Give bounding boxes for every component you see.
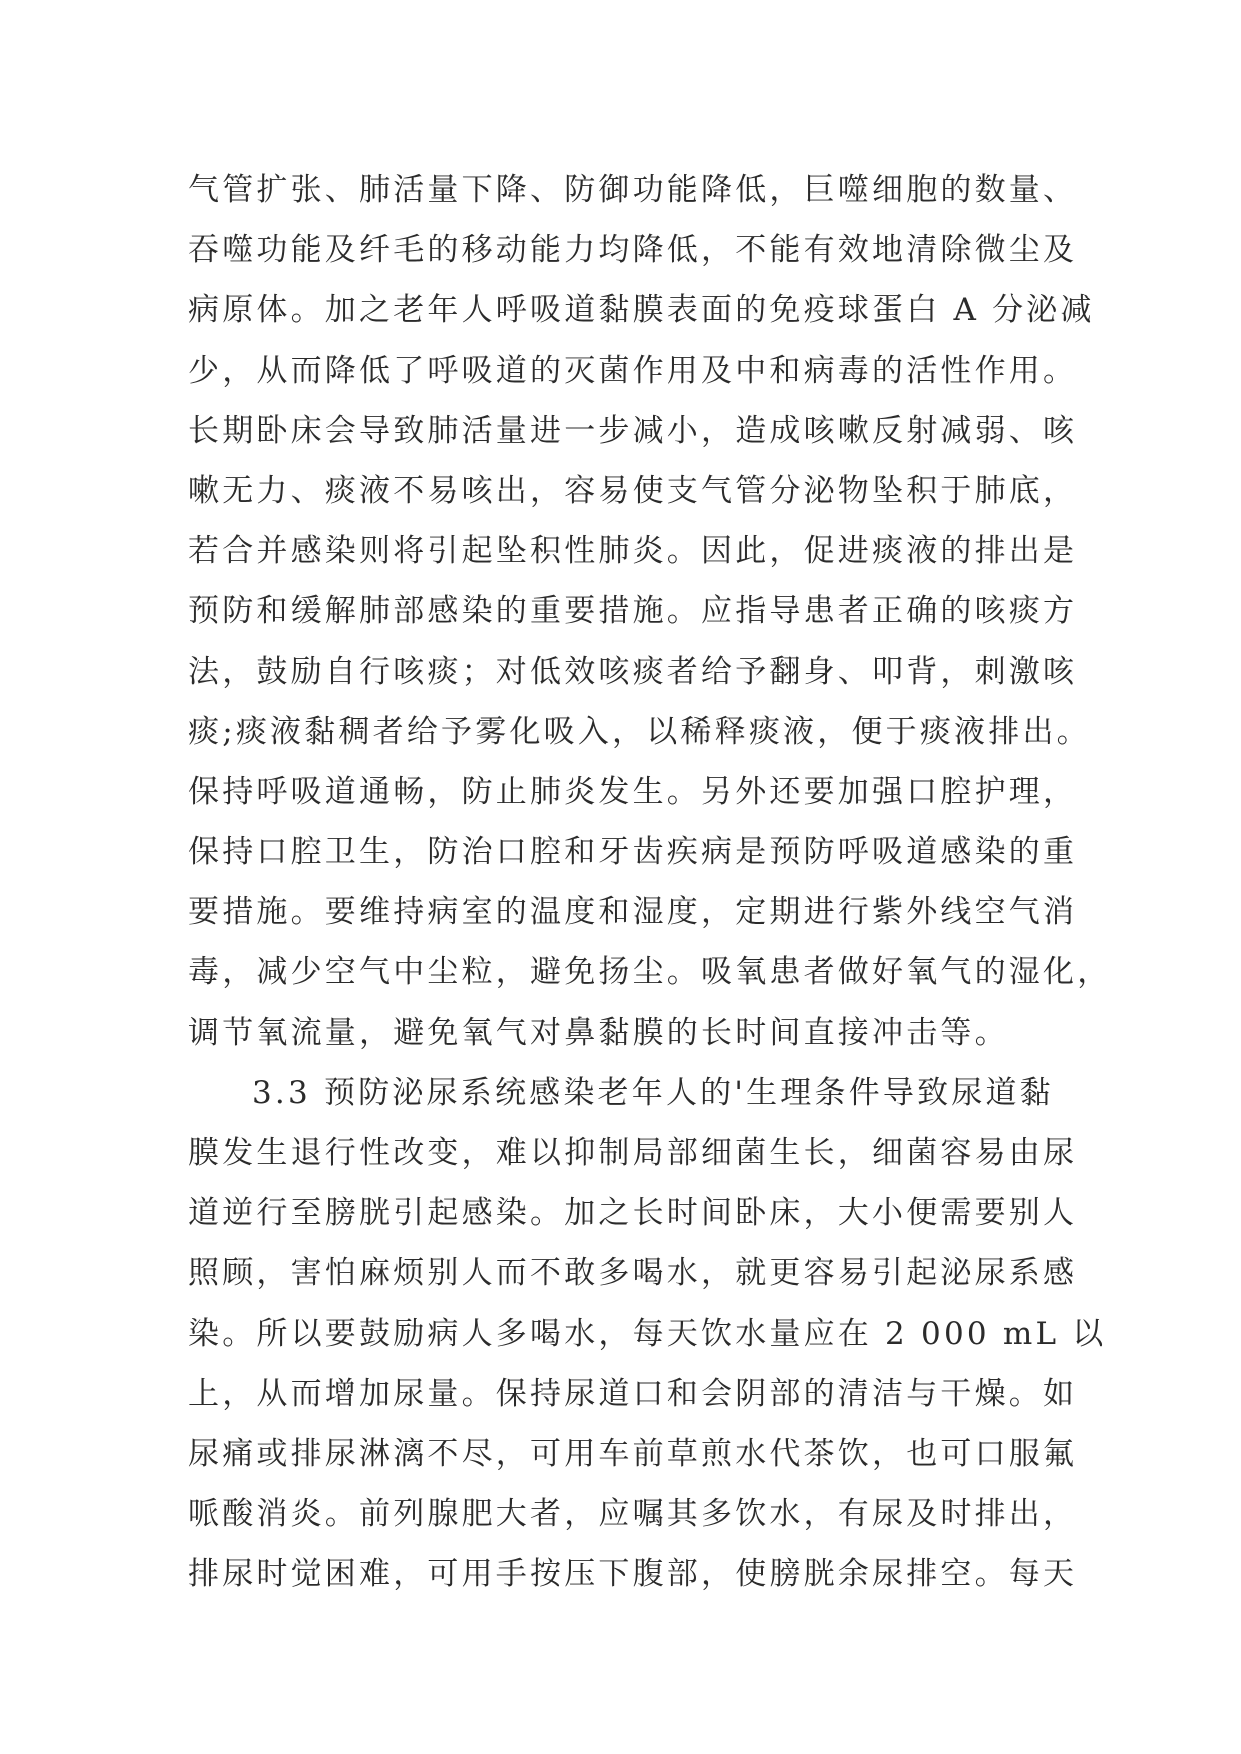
text-line: 染。所以要鼓励病人多喝水，每天饮水量应在 2 000 mL 以 [188, 1315, 1107, 1352]
text-line: 要措施。要维持病室的温度和湿度，定期进行紫外线空气消 [188, 894, 1078, 931]
text-line: 保持口腔卫生，防治口腔和牙齿疾病是预防呼吸道感染的重 [188, 834, 1078, 871]
text-line: 上，从而增加尿量。保持尿道口和会阴部的清洁与干燥。如 [188, 1375, 1078, 1412]
text-line: 嗽无力、痰液不易咳出，容易使支气管分泌物坠积于肺底， [188, 472, 1078, 509]
text-line: 照顾，害怕麻烦别人而不敢多喝水，就更容易引起泌尿系感 [188, 1255, 1078, 1292]
text-line: 排尿时觉困难，可用手按压下腹部，使膀胱余尿排空。每天 [188, 1556, 1078, 1593]
text-line: 膜发生退行性改变，难以抑制局部细菌生长，细菌容易由尿 [188, 1135, 1078, 1171]
text-line: 哌酸消炎。前列腺肥大者，应嘱其多饮水，有尿及时排出， [188, 1496, 1078, 1533]
text-line: 若合并感染则将引起坠积性肺炎。因此，促进痰液的排出是 [188, 533, 1078, 570]
text-line: 尿痛或排尿淋漓不尽，可用车前草煎水代茶饮，也可口服氟 [188, 1435, 1078, 1472]
text-line: 气管扩张、肺活量下降、防御功能降低，巨噬细胞的数量、 [188, 172, 1078, 208]
text-line: 法，鼓励自行咳痰；对低效咳痰者给予翻身、叩背，刺激咳 [188, 653, 1078, 690]
text-line: 道逆行至膀胱引起感染。加之长时间卧床，大小便需要别人 [188, 1195, 1078, 1232]
body-text [188, 160, 1112, 1605]
text-line: 长期卧床会导致肺活量进一步减小，造成咳嗽反射减弱、咳 [188, 412, 1078, 449]
section-heading-line: 3.3 预防泌尿系统感染老年人的'生理条件导致尿道黏 [252, 1074, 1054, 1111]
text-line: 痰;痰液黏稠者给予雾化吸入，以稀释痰液，便于痰液排出。 [188, 713, 1091, 750]
text-line: 吞噬功能及纤毛的移动能力均降低，不能有效地清除微尘及 [188, 232, 1078, 269]
text-line: 调节氧流量，避免氧气对鼻黏膜的长时间直接冲击等。 [188, 1014, 1009, 1051]
text-line: 预防和缓解肺部感染的重要措施。应指导患者正确的咳痰方 [188, 593, 1078, 630]
text-line: 毒，减少空气中尘粒，避免扬尘。吸氧患者做好氧气的湿化， [188, 954, 1112, 991]
text-line: 病原体。加之老年人呼吸道黏膜表面的免疫球蛋白 A 分泌减 [188, 292, 1095, 329]
text-line: 少，从而降低了呼吸道的灭菌作用及中和病毒的活性作用。 [188, 352, 1078, 389]
text-line: 保持呼吸道通畅，防止肺炎发生。另外还要加强口腔护理， [188, 773, 1078, 810]
